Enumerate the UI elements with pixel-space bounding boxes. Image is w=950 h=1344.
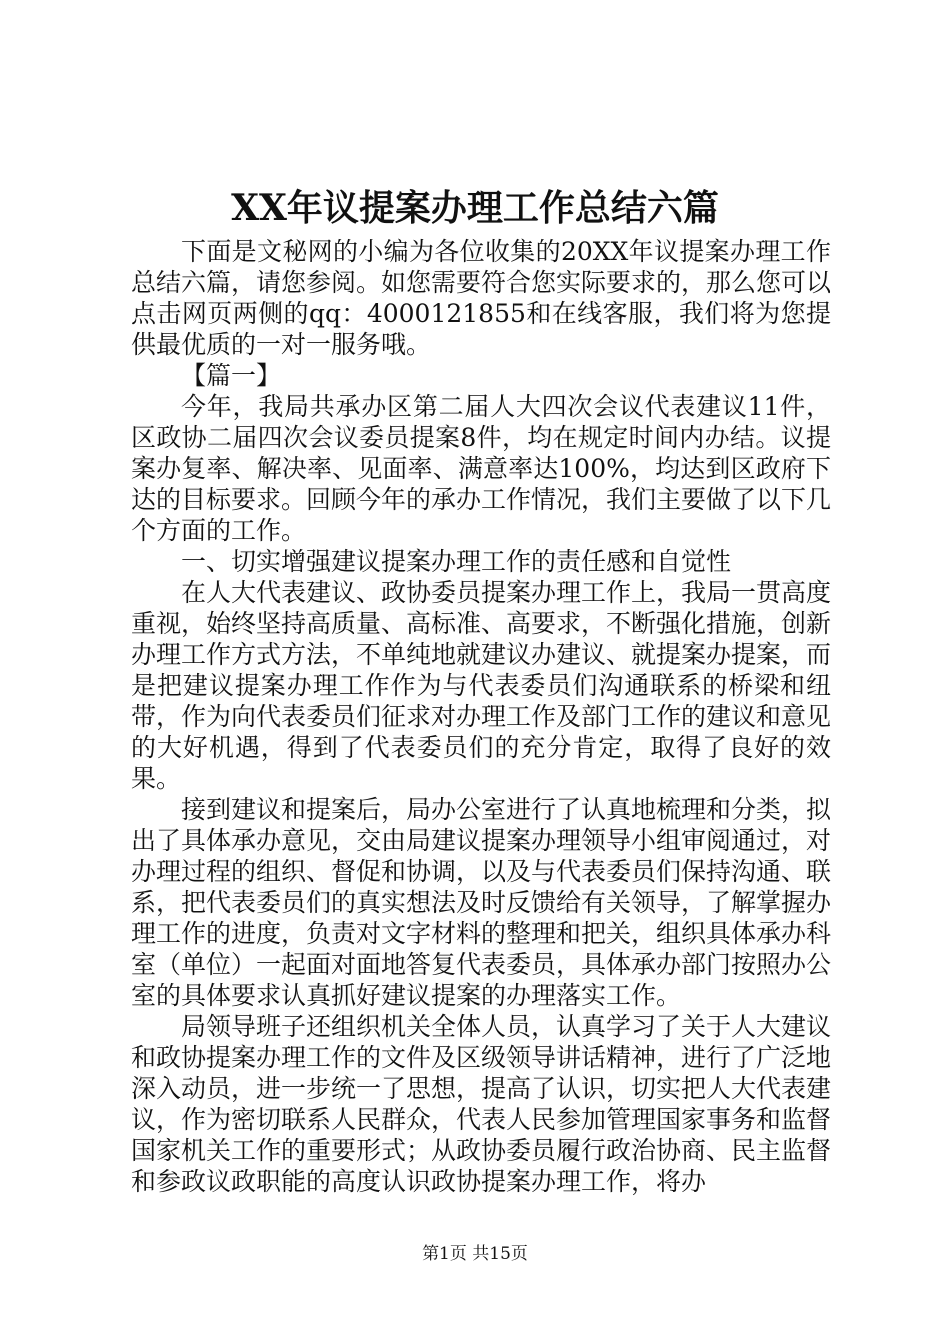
body-paragraph: 接到建议和提案后，局办公室进行了认真地梳理和分类，拟出了具体承办意见，交由局建议提案办理领导小组审阅通过，对办理过程的组织、督促和协调，以及与代表委员们保持沟通、联系，把代表委员们的真实想法及时反馈给有关领导，了解掌握办理工作的进度，负责对文字材料的整理和把关，组织具体承办科室（单位）一起面对面地答复代表委员，具体承办部门按照办公室的具体要求认真抓好建议提案的办理落实工作。 bbox=[131, 795, 832, 1010]
section-heading-one: 一、切实增强建议提案办理工作的责任感和自觉性 bbox=[181, 547, 732, 576]
page-number-footer: 第1页 共15页 bbox=[422, 1244, 528, 1264]
body-paragraph: 在人大代表建议、政协委员提案办理工作上，我局一贯高度重视，始终坚持高质量、高标准、高要求，不断强化措施，创新办理工作方式方法，不单纯地就建议办建议、就提案办提案，而是把建议提案办理工作作为与代表委员们沟通联系的桥梁和纽带，作为向代表委员们征求对办理工作及部门工作的建议和意见的大好机遇，得到了代表委员们的充分肯定，取得了良好的效果。 bbox=[131, 578, 832, 793]
intro-paragraph: 下面是文秘网的小编为各位收集的20XX年议提案办理工作总结六篇，请您参阅。如您需要符合您实际要求的，那么您可以点击网页两侧的qq：4000121855和在线客服，我们将为您提供最优质的一对一服务哦。 bbox=[131, 237, 832, 359]
document-body bbox=[131, 236, 831, 1197]
section-heading-part-one: 【篇一】 bbox=[181, 361, 282, 390]
body-paragraph: 今年，我局共承办区第二届人大四次会议代表建议11件，区政协二届四次会议委员提案8件，均在规定时间内办结。议提案办复率、解决率、见面率、满意率达100%，均达到区政府下达的目标要求。回顾今年的承办工作情况，我们主要做了以下几个方面的工作。 bbox=[131, 392, 832, 545]
document-title: XX年议提案办理工作总结六篇 bbox=[231, 187, 719, 229]
body-paragraph: 局领导班子还组织机关全体人员，认真学习了关于人大建议和政协提案办理工作的文件及区级领导讲话精神，进行了广泛地深入动员，进一步统一了思想，提高了认识，切实把人大代表建议，作为密切联系人民群众，代表人民参加管理国家事务和监督国家机关工作的重要形式；从政协委员履行政治协商、民主监督和参政议政职能的高度认识政协提案办理工作，将办 bbox=[131, 1012, 832, 1196]
